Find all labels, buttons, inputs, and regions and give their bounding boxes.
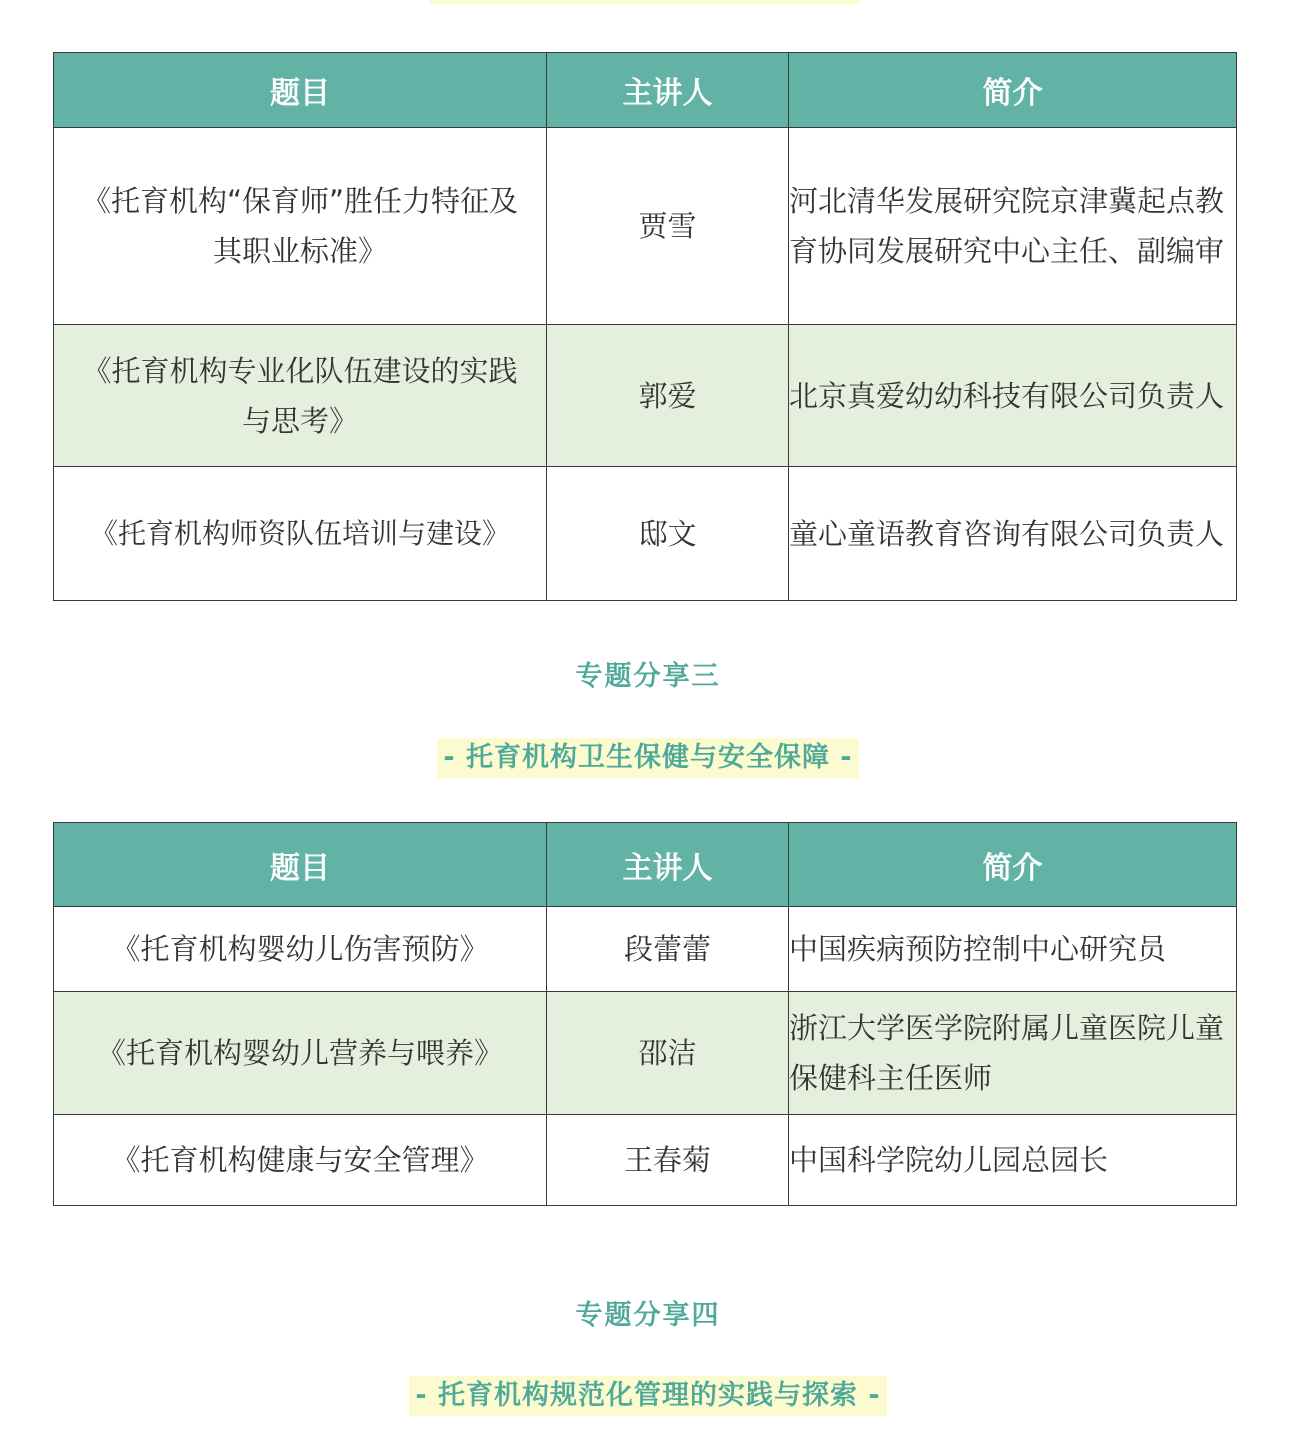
section-3-subtitle: - 托育机构卫生保健与安全保障 - (437, 738, 858, 778)
intro-cell: 浙江大学医学院附属儿童医院儿童保健科主任医师 (789, 992, 1237, 1115)
section-4-title: 专题分享四 (575, 1300, 721, 1331)
previous-section-subtitle-fragment (430, 0, 860, 4)
table-header-row (54, 53, 1237, 128)
speaker-cell: 段蕾蕾 (547, 907, 789, 992)
table-row (54, 907, 1237, 992)
section-4-subtitle-wrap (0, 1376, 1296, 1416)
topic-cell: 《托育机构健康与安全管理》 (54, 1115, 547, 1206)
table-header-row (54, 823, 1237, 907)
schedule-table-2 (53, 822, 1237, 1206)
schedule-table-1 (53, 52, 1237, 601)
speaker-cell: 邸文 (547, 467, 789, 601)
intro-cell: 中国疾病预防控制中心研究员 (789, 907, 1237, 992)
topic-cell: 《托育机构“保育师”胜任力特征及其职业标准》 (54, 128, 547, 325)
intro-cell: 童心童语教育咨询有限公司负责人 (789, 467, 1237, 601)
header-intro: 简介 (789, 823, 1237, 907)
header-speaker: 主讲人 (547, 53, 789, 128)
topic-cell: 《托育机构专业化队伍建设的实践与思考》 (54, 325, 547, 467)
intro-cell: 河北清华发展研究院京津冀起点教育协同发展研究中心主任、副编审 (789, 128, 1237, 325)
speaker-cell: 王春菊 (547, 1115, 789, 1206)
table-row (54, 467, 1237, 601)
section-3-subtitle-wrap (0, 738, 1296, 778)
header-topic: 题目 (54, 53, 547, 128)
section-3-title: 专题分享三 (575, 661, 721, 692)
topic-cell: 《托育机构婴幼儿营养与喂养》 (54, 992, 547, 1115)
speaker-cell: 邵洁 (547, 992, 789, 1115)
section-4-subtitle: - 托育机构规范化管理的实践与探索 - (409, 1376, 886, 1416)
table-row (54, 128, 1237, 325)
intro-cell: 北京真爱幼幼科技有限公司负责人 (789, 325, 1237, 467)
table-row (54, 992, 1237, 1115)
speaker-cell: 郭爱 (547, 325, 789, 467)
table-row (54, 1115, 1237, 1206)
header-intro: 简介 (789, 53, 1237, 128)
table-row (54, 325, 1237, 467)
speaker-cell: 贾雪 (547, 128, 789, 325)
header-topic: 题目 (54, 823, 547, 907)
intro-cell: 中国科学院幼儿园总园长 (789, 1115, 1237, 1206)
header-speaker: 主讲人 (547, 823, 789, 907)
topic-cell: 《托育机构师资队伍培训与建设》 (54, 467, 547, 601)
topic-cell: 《托育机构婴幼儿伤害预防》 (54, 907, 547, 992)
